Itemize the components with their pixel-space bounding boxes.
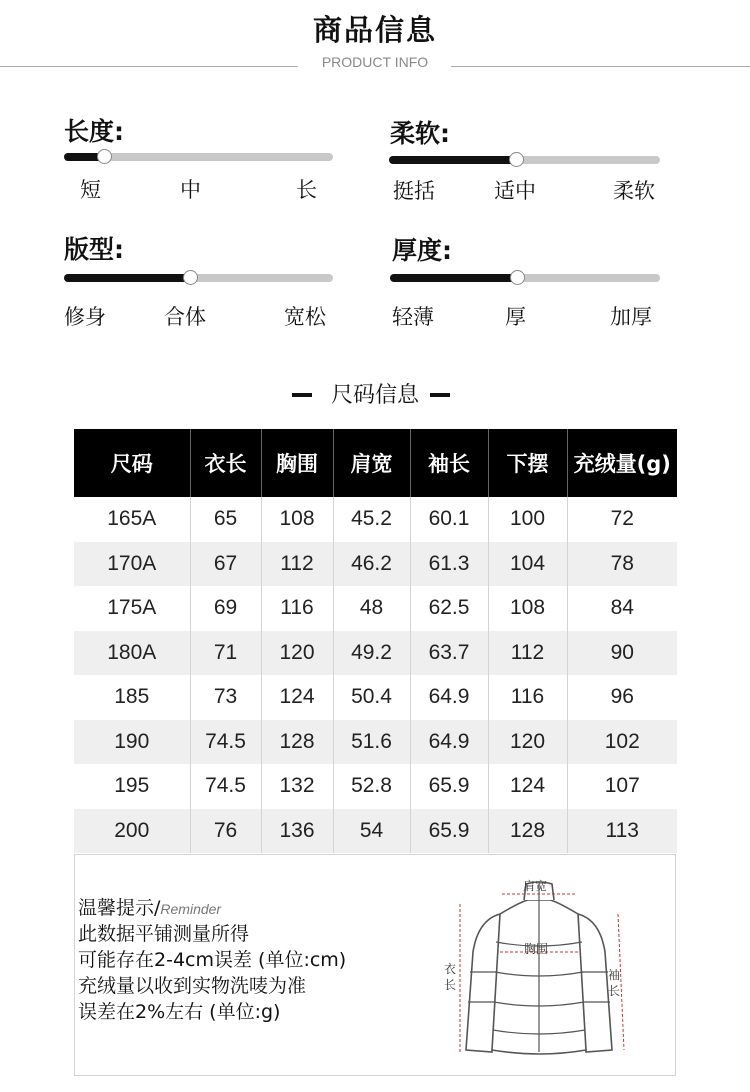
table-cell: 124 [488,764,567,809]
table-row [74,720,677,765]
attr-fit-label: 版型: [64,235,124,264]
diagram-sleeve-label-1: 袖 [608,968,621,982]
attr-fit-option-loose: 宽松 [284,305,326,329]
reminder-line: 此数据平铺测量所得 [78,923,250,945]
table-cell: 90 [567,631,677,676]
table-cell: 195 [74,764,190,809]
table-row [74,542,677,587]
diagram-length-label-2: 长 [444,978,457,992]
table-cell: 65 [190,497,261,542]
table-cell: 112 [488,631,567,676]
table-cell: 120 [488,720,567,765]
table-cell: 107 [604,774,640,798]
slider-knob [509,152,524,167]
attr-length-slider [64,153,333,161]
table-cell: 61.3 [410,542,488,587]
table-cell: 200 [74,809,190,854]
attr-fit-slider [64,274,333,282]
attr-thickness-option-extra-thick: 加厚 [610,305,652,329]
table-cell: 65.9 [410,764,488,809]
table-cell: 74.5 [190,720,261,765]
table-cell: 185 [74,675,190,720]
table-cell: 67 [190,542,261,587]
table-cell: 48 [333,586,410,631]
table-cell: 73 [190,675,261,720]
attr-thickness-option-thick: 厚 [505,305,526,329]
diagram-shoulder-label: 肩宽 [523,879,548,893]
size-table-header [74,429,677,497]
table-cell: 76 [190,809,261,854]
attr-length-option-mid: 中 [180,178,201,202]
table-cell: 104 [488,542,567,587]
header-down-fill: 充绒量(g) [567,429,677,497]
divider-right [451,66,750,67]
table-row [74,764,677,809]
reminder-heading [78,895,221,922]
table-cell: 63.7 [410,631,488,676]
attr-fit-option-regular: 合体 [164,305,206,329]
table-cell: 112 [261,542,333,587]
table-cell: 120 [261,631,333,676]
reminder-line: 充绒量以收到实物洗唛为准 [78,975,307,997]
header-hem: 下摆 [488,429,567,497]
table-cell: 60.1 [410,497,488,542]
diagram-chest-label: 胸围 [524,942,549,956]
slider-fill [390,274,517,282]
slider-knob [183,270,198,285]
table-cell: 64.9 [410,675,488,720]
table-cell: 84 [610,596,634,620]
header-size: 尺码 [74,429,190,497]
slider-fill [389,156,516,164]
table-cell: 124 [261,675,333,720]
table-cell: 170A [74,542,190,587]
table-cell: 64.9 [410,720,488,765]
table-cell: 116 [488,675,567,720]
table-cell: 190 [74,720,190,765]
attr-length-option-long: 长 [296,178,317,202]
table-cell: 54 [333,809,410,854]
table-cell: 71 [190,631,261,676]
reminder-line: 误差在2%左右 (单位:g) [78,1001,281,1023]
slider-knob [510,270,525,285]
attr-fit-option-slim: 修身 [64,305,106,329]
table-cell: 128 [488,809,567,854]
table-cell: 52.8 [333,764,410,809]
table-cell: 113 [567,809,677,854]
reminder-heading-en: Reminder [160,901,222,917]
table-cell: 74.5 [190,764,261,809]
table-cell: 45.2 [333,497,410,542]
reminder-line: 可能存在2-4cm误差 (单位:cm) [78,949,347,971]
diagram-sleeve-label-2: 长 [608,984,621,998]
attr-thickness-slider [390,274,660,282]
table-cell: 65.9 [410,809,488,854]
table-row [74,809,677,854]
table-row [74,631,677,676]
table-cell: 180A [74,631,190,676]
diagram-length-label-1: 衣 [444,962,457,976]
attr-softness-option-soft: 柔软 [613,179,655,203]
reminder-heading-cn: 温馨提示/ [78,897,161,919]
table-cell: 69 [190,586,261,631]
table-cell: 96 [610,685,634,709]
table-cell: 100 [488,497,567,542]
table-cell: 108 [261,497,333,542]
table-cell: 78 [567,542,677,587]
table-cell: 72 [610,507,634,531]
attr-thickness-option-thin: 轻薄 [392,305,434,329]
table-cell: 132 [261,764,333,809]
attr-softness-slider [389,156,660,164]
attr-length-label: 长度: [64,117,124,146]
slider-knob [97,149,112,164]
attr-thickness-label: 厚度: [392,236,452,265]
page-subtitle: PRODUCT INFO [321,54,429,70]
header-length: 衣长 [190,429,261,497]
table-cell: 128 [261,720,333,765]
section-dash-right [430,393,450,397]
attr-softness-option-medium: 适中 [494,179,536,203]
table-cell: 50.4 [333,675,410,720]
table-cell: 46.2 [333,542,410,587]
table-cell: 136 [261,809,333,854]
table-row [74,497,677,542]
table-row [74,675,677,720]
size-section-title: 尺码信息 [330,383,419,408]
page-title: 商品信息 [312,13,437,47]
table-cell: 108 [488,586,567,631]
table-row [74,586,677,631]
header-sleeve: 袖长 [410,429,488,497]
table-cell: 62.5 [410,586,488,631]
table-cell: 51.6 [333,720,410,765]
size-table [74,429,677,853]
slider-fill [64,274,190,282]
attr-softness-option-firm: 挺括 [393,179,435,203]
table-cell: 116 [261,586,333,631]
header-shoulder: 肩宽 [333,429,410,497]
divider-left [0,66,298,67]
table-cell: 102 [567,720,677,765]
table-cell: 49.2 [333,631,410,676]
table-cell: 165A [74,497,190,542]
attr-length-option-short: 短 [80,178,101,202]
table-cell: 175A [74,586,190,631]
attr-softness-label: 柔软: [390,119,450,148]
header-chest: 胸围 [261,429,333,497]
